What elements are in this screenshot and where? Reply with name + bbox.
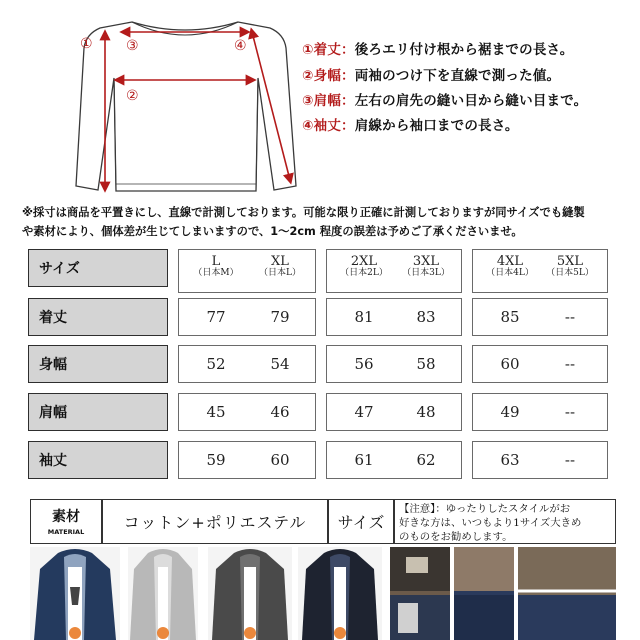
table-cell: 49: [500, 403, 520, 421]
table-cell: 46: [270, 403, 290, 421]
table-cell: 54: [270, 355, 290, 373]
navy-hoodie-photo: [30, 547, 120, 640]
table-cell: 81: [354, 308, 374, 326]
legend-shoulder: [302, 89, 587, 109]
table-cell: 85: [500, 308, 520, 326]
table-cell: 59: [206, 451, 226, 469]
material-label-en: MATERIAL: [47, 528, 85, 536]
measurement-note-line2: や素材により、個体差が生じてしまいますので、1〜2cm 程度の誤差は予めご了承くださいませ。: [22, 225, 523, 238]
marker-4: ④: [234, 38, 247, 54]
table-cell: --: [564, 403, 576, 421]
size-jp: （日本4L）: [486, 268, 534, 278]
table-cell: 56: [354, 355, 374, 373]
size-jp: （日本3L）: [402, 268, 450, 278]
table-cell: 62: [416, 451, 436, 469]
size-label-2xl: [334, 256, 394, 279]
marker-1: ①: [80, 36, 93, 52]
size-header-cell: サイズ: [28, 249, 168, 287]
row-label-chest: 身幅: [28, 345, 168, 383]
size-label-4xl: [480, 256, 540, 279]
table-cell: 77: [206, 308, 226, 326]
size-name: L: [211, 254, 221, 269]
row-label-shoulder: 肩幅: [28, 393, 168, 431]
table-cell: 47: [354, 403, 374, 421]
legend-length: [302, 38, 573, 58]
table-cell: 60: [500, 355, 520, 373]
table-cell: 58: [416, 355, 436, 373]
legend-sleeve: [302, 114, 519, 134]
size-name: 2XL: [350, 254, 378, 269]
size-jp: （日本2L）: [340, 268, 388, 278]
table-cell: 52: [206, 355, 226, 373]
size-word: サイズ: [328, 499, 394, 544]
table-cell: --: [564, 308, 576, 326]
size-label-xl: [250, 256, 310, 279]
detail-photo-lining: [454, 547, 514, 640]
sweater-outline: [76, 22, 296, 191]
legend-shoulder-label: ③肩幅 ：: [302, 93, 355, 109]
size-name: 4XL: [496, 254, 524, 269]
legend-chest-label: ②身幅 ：: [302, 68, 355, 84]
row-label-length: 着丈: [28, 298, 168, 336]
legend-chest-text: 両袖のつけ下を直線で測った値。: [354, 68, 561, 84]
material-label-box: [30, 499, 102, 544]
table-cell: 83: [416, 308, 436, 326]
legend-chest: [302, 64, 560, 84]
legend-sleeve-text: 肩線から袖口までの長さ。: [354, 118, 519, 134]
gray-hoodie-photo: [128, 547, 198, 640]
table-cell: 48: [416, 403, 436, 421]
marker-3: ③: [126, 38, 139, 54]
marker-2: ②: [126, 88, 139, 104]
size-notice: [394, 499, 616, 544]
notice-line-3: のものをお勧めします。: [399, 531, 513, 543]
measurement-note-line1: ※採寸は商品を平置きにし、直線で計測しております。可能な限り正確に計測しておりますが同サイズでも縫製: [22, 206, 585, 219]
size-label-3xl: [396, 256, 456, 279]
row-label-sleeve: 袖丈: [28, 441, 168, 479]
size-name: 3XL: [412, 254, 440, 269]
table-cell: --: [564, 355, 576, 373]
size-name: XL: [271, 254, 289, 269]
detail-photo-label: [390, 547, 450, 640]
table-cell: 45: [206, 403, 226, 421]
size-label-5xl: [540, 256, 600, 279]
notice-line-2: 好きな方は、いつもより1サイズ大きめ: [399, 517, 582, 529]
size-jp: （日本M）: [193, 268, 239, 278]
material-label: 素材: [52, 509, 80, 525]
sweater-measurement-diagram: [70, 8, 300, 198]
detail-photo-fabric: [518, 547, 616, 640]
notice-line-1: 【注意】：ゆったりしたスタイルがお: [399, 503, 571, 515]
size-label-l: [186, 256, 246, 279]
table-cell: 79: [270, 308, 290, 326]
size-name: 5XL: [556, 254, 584, 269]
charcoal-hoodie-photo: [208, 547, 292, 640]
size-jp: （日本5L）: [546, 268, 594, 278]
table-cell: --: [564, 451, 576, 469]
legend-length-label: ①着丈 ：: [302, 42, 355, 58]
legend-sleeve-label: ④袖丈 ：: [302, 118, 355, 134]
material-value: コットン+ポリエステル: [102, 499, 328, 544]
size-jp: （日本L）: [259, 268, 301, 278]
legend-shoulder-text: 左右の肩先の縫い目から縫い目まで。: [354, 93, 588, 109]
black-hoodie-photo: [298, 547, 382, 640]
table-cell: 63: [500, 451, 520, 469]
table-cell: 60: [270, 451, 290, 469]
legend-length-text: 後ろエリ付け根から裾までの長さ。: [354, 42, 574, 58]
table-cell: 61: [354, 451, 374, 469]
